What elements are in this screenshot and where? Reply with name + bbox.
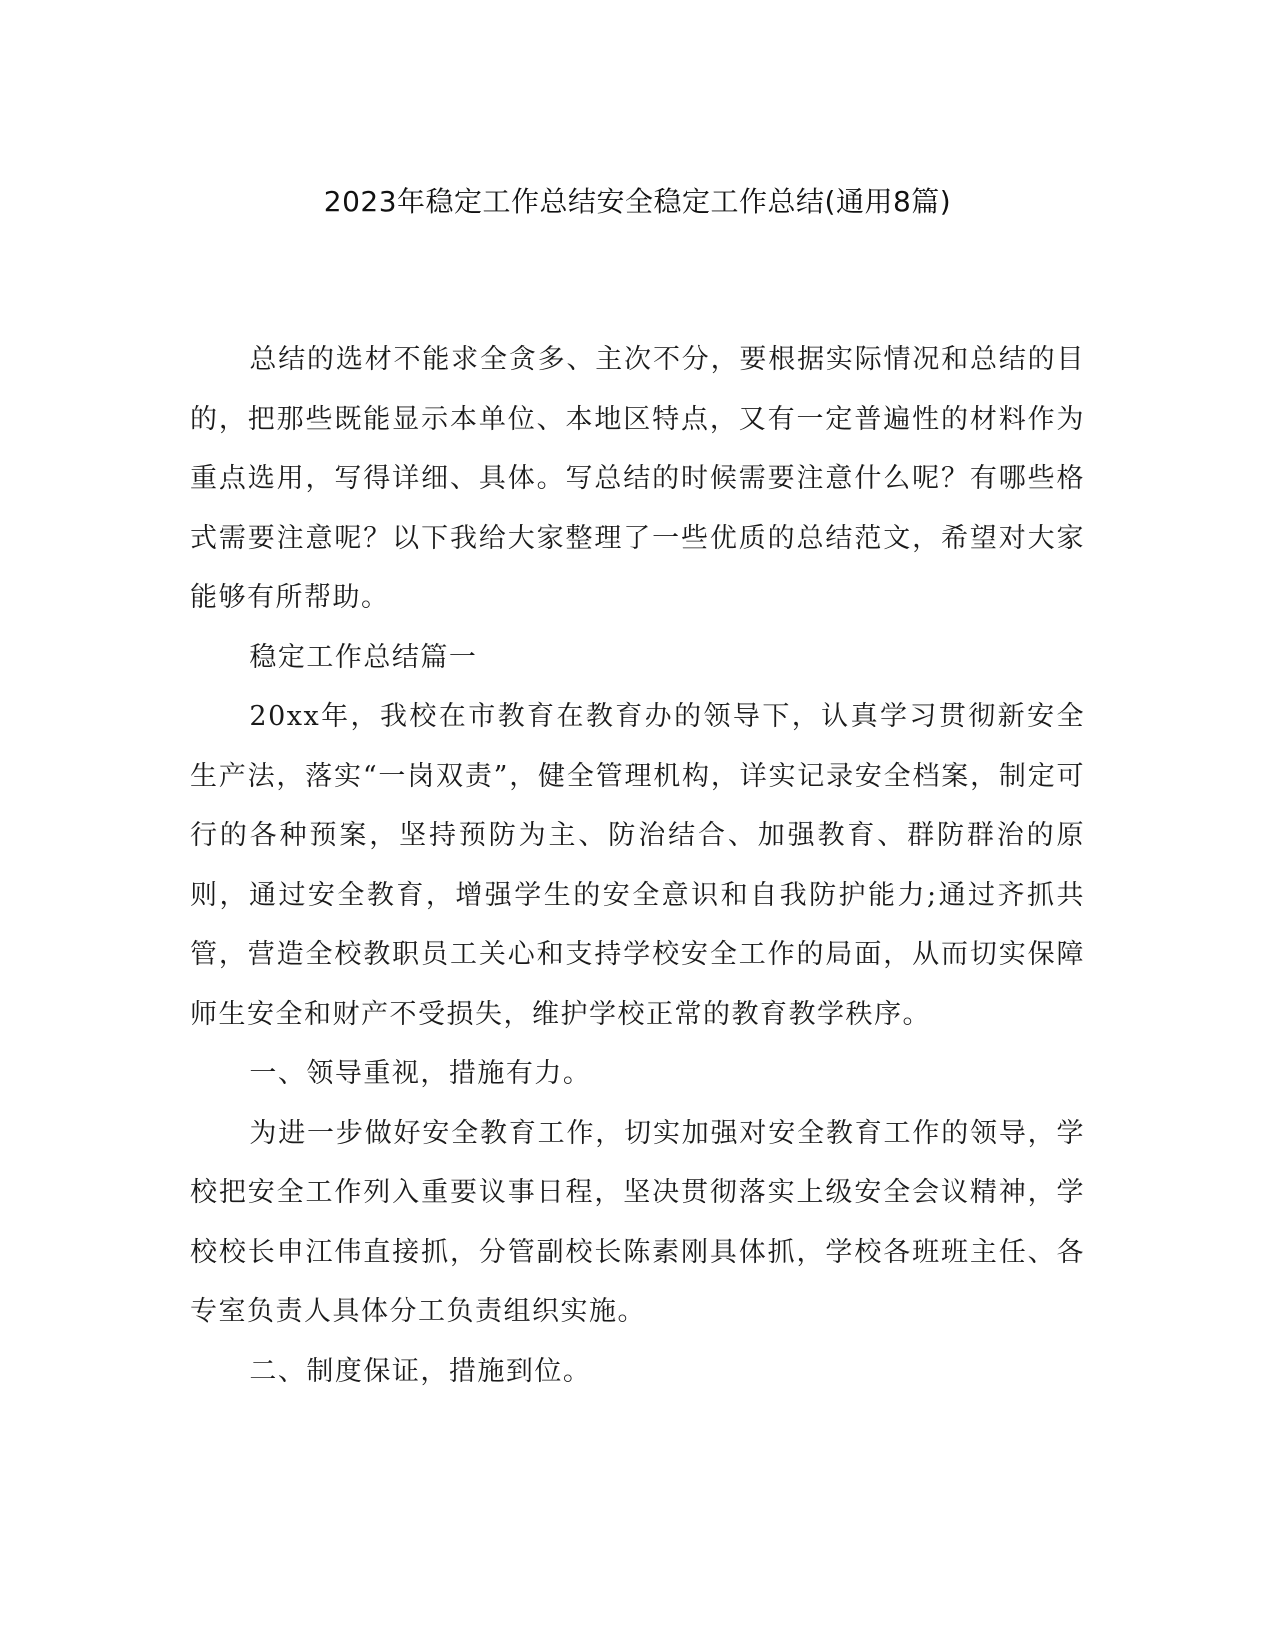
body-paragraph: 20xx年，我校在市教育在教育办的领导下，认真学习贯彻新安全生产法，落实“一岗双责”，健全管理机构，详实记录安全档案，制定可行的各种预案，坚持预防为主、防治结合、加强教育、群防群治的原则，通过安全教育，增强学生的安全意识和自我防护能力;通过齐抓共管，营造全校教职员工关心和支持学校安全工作的局面，从而切实保障师生安全和财产不受损失，维护学校正常的教育教学秩序。 (190, 701, 1085, 1030)
document-title: 2023年稳定工作总结安全稳定工作总结(通用8篇) (323, 185, 952, 218)
section-heading-leadership: 一、领导重视，措施有力。 (249, 1058, 592, 1089)
section-heading-article-one: 稳定工作总结篇一 (249, 641, 478, 673)
section-heading-system-guarantee: 二、制度保证，措施到位。 (249, 1355, 592, 1387)
intro-paragraph: 总结的选材不能求全贪多、主次不分，要根据实际情况和总结的目的，把那些既能显示本单位、本地区特点，又有一定普遍性的材料作为重点选用，写得详细、具体。写总结的时候需要注意什么呢？有哪些格式需要注意呢？以下我给大家整理了一些优质的总结范文，希望对大家能够有所帮助。 (190, 344, 1085, 613)
body-paragraph: 为进一步做好安全教育工作，切实加强对安全教育工作的领导，学校把安全工作列入重要议事日程，坚决贯彻落实上级安全会议精神，学校校长申江伟直接抓，分管副校长陈素刚具体抓，学校各班班主任、各专室负责人具体分工负责组织实施。 (190, 1117, 1085, 1327)
document-body (190, 330, 1085, 1401)
